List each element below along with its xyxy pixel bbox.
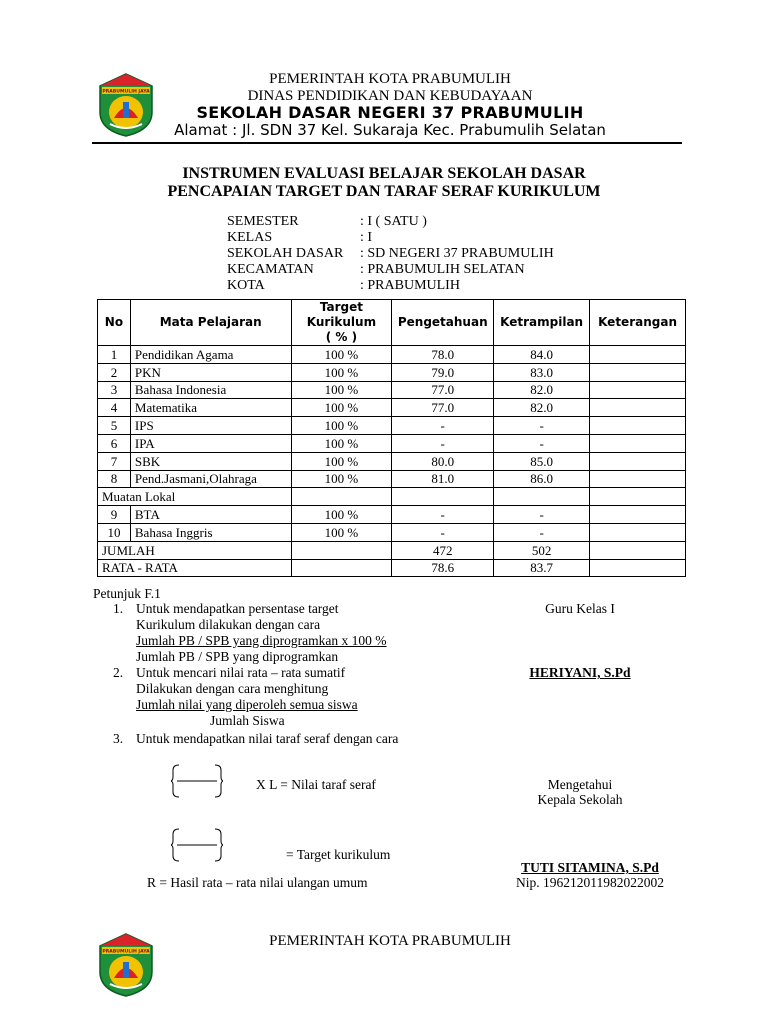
cell-keterangan <box>590 417 686 435</box>
info-row-kota: KOTA : PRABUMULIH <box>227 278 460 293</box>
cell-empty <box>291 541 392 559</box>
cell-no: 4 <box>98 399 131 417</box>
kepala-sekolah-title: Kepala Sekolah <box>537 792 623 807</box>
cell-pengetahuan: - <box>392 506 494 524</box>
table-summary-row-rata <box>98 559 686 577</box>
cell-pengetahuan: 78.0 <box>392 346 494 364</box>
cell-keterangan <box>590 399 686 417</box>
cell-ketrampilan: - <box>494 506 590 524</box>
muatan-lokal-label: Muatan Lokal <box>98 488 292 506</box>
cell-no: 2 <box>98 363 131 381</box>
cell-no: 7 <box>98 452 131 470</box>
cell-target: 100 % <box>291 417 392 435</box>
footer-government: PEMERINTAH KOTA PRABUMULIH <box>269 933 511 949</box>
petunjuk-item2-number: 2. <box>113 665 124 680</box>
cell-mata-pelajaran: IPA <box>130 434 291 452</box>
cell-keterangan <box>590 346 686 364</box>
cell-keterangan <box>590 381 686 399</box>
summary-pengetahuan: 78.6 <box>392 559 494 577</box>
info-row-semester: SEMESTER : I ( SATU ) <box>227 214 427 229</box>
petunjuk-item1-number: 1. <box>113 601 124 616</box>
table-summary-row-jumlah <box>98 541 686 559</box>
cell-mata-pelajaran: BTA <box>130 506 291 524</box>
cell-mata-pelajaran: Matematika <box>130 399 291 417</box>
cell-keterangan <box>590 470 686 488</box>
cell-keterangan <box>590 523 686 541</box>
cell-target: 100 % <box>291 346 392 364</box>
cell-no: 3 <box>98 381 131 399</box>
cell-pengetahuan: 79.0 <box>392 363 494 381</box>
guru-kelas-title: Guru Kelas I <box>545 601 615 616</box>
cell-target: 100 % <box>291 381 392 399</box>
petunjuk-item2: Untuk mencari nilai rata – rata sumatif Dilakukan dengan cara menghitung Jumlah nilai yang diperoleh semua siswa Jumlah Siswa <box>136 665 358 728</box>
info-row-kelas: KELAS : I <box>227 230 373 245</box>
header-pengetahuan: Pengetahuan <box>392 300 494 346</box>
cell-keterangan <box>590 452 686 470</box>
cell-ketrampilan: - <box>494 434 590 452</box>
cell-ketrampilan: 82.0 <box>494 381 590 399</box>
cell-mata-pelajaran: Pend.Jasmani,Olahraga <box>130 470 291 488</box>
cell-pengetahuan: - <box>392 417 494 435</box>
cell-target: 100 % <box>291 452 392 470</box>
cell-pengetahuan: - <box>392 523 494 541</box>
table-row <box>98 346 686 364</box>
cell-no: 1 <box>98 346 131 364</box>
cell-keterangan <box>590 506 686 524</box>
cell-ketrampilan: 83.0 <box>494 363 590 381</box>
cell-mata-pelajaran: Bahasa Indonesia <box>130 381 291 399</box>
petunjuk-item3: Untuk mendapatkan nilai taraf seraf dengan cara <box>136 731 399 746</box>
svg-text:PRABUMULIH JAYA: PRABUMULIH JAYA <box>102 949 150 955</box>
cell-ketrampilan: - <box>494 417 590 435</box>
kepala-sekolah-name: TUTI SITAMINA, S.Pd <box>521 860 659 875</box>
cell-empty <box>590 559 686 577</box>
summary-label: RATA - RATA <box>98 559 292 577</box>
table-header-row <box>98 300 686 346</box>
header-ketrampilan: Ketrampilan <box>494 300 590 346</box>
cell-mata-pelajaran: PKN <box>130 363 291 381</box>
cell-keterangan <box>590 363 686 381</box>
header-department: DINAS PENDIDIKAN DAN KEBUDAYAAN <box>247 88 533 104</box>
cell-empty <box>590 488 686 506</box>
cell-keterangan <box>590 434 686 452</box>
cell-empty <box>590 541 686 559</box>
cell-empty <box>392 488 494 506</box>
cell-ketrampilan: 85.0 <box>494 452 590 470</box>
header-government: PEMERINTAH KOTA PRABUMULIH <box>269 71 511 87</box>
cell-mata-pelajaran: Pendidikan Agama <box>130 346 291 364</box>
table-section-row <box>98 488 686 506</box>
cell-target: 100 % <box>291 506 392 524</box>
cell-mata-pelajaran: Bahasa Inggris <box>130 523 291 541</box>
svg-text:PRABUMULIH JAYA: PRABUMULIH JAYA <box>102 89 150 95</box>
cell-empty <box>494 488 590 506</box>
petunjuk-item1: Untuk mendapatkan persentase target Kurikulum dilakukan dengan cara Jumlah PB / SPB yang diprogramkan x 100 % Jumlah PB / SPB yang diprogramkan <box>136 601 387 664</box>
table-row <box>98 399 686 417</box>
cell-target: 100 % <box>291 363 392 381</box>
header-school-name: SEKOLAH DASAR NEGERI 37 PRABUMULIH <box>196 103 584 122</box>
cell-no: 6 <box>98 434 131 452</box>
table-row <box>98 434 686 452</box>
formula-brace-xl <box>171 764 223 798</box>
cell-target: 100 % <box>291 523 392 541</box>
cell-pengetahuan: 77.0 <box>392 399 494 417</box>
table-row <box>98 363 686 381</box>
formula-r-label: R = Hasil rata – rata nilai ulangan umum <box>147 875 368 890</box>
header-address: Alamat : Jl. SDN 37 Kel. Sukaraja Kec. Prabumulih Selatan <box>174 121 606 139</box>
summary-ketrampilan: 83.7 <box>494 559 590 577</box>
cell-empty <box>291 559 392 577</box>
header-keterangan: Keterangan <box>590 300 686 346</box>
cell-no: 9 <box>98 506 131 524</box>
header-rule <box>92 142 682 144</box>
cell-empty <box>291 488 392 506</box>
document-title-line2: PENCAPAIAN TARGET DAN TARAF SERAF KURIKULUM <box>167 183 601 200</box>
cell-target: 100 % <box>291 470 392 488</box>
guru-kelas-name: HERIYANI, S.Pd <box>529 665 631 680</box>
info-row-kecamatan: KECAMATAN : PRABUMULIH SELATAN <box>227 262 525 277</box>
petunjuk-title: Petunjuk F.1 <box>93 586 161 601</box>
cell-target: 100 % <box>291 399 392 417</box>
summary-pengetahuan: 472 <box>392 541 494 559</box>
cell-target: 100 % <box>291 434 392 452</box>
cell-ketrampilan: 84.0 <box>494 346 590 364</box>
cell-mata-pelajaran: SBK <box>130 452 291 470</box>
summary-label: JUMLAH <box>98 541 292 559</box>
table-row <box>98 470 686 488</box>
grades-table <box>97 299 686 577</box>
header-mata-pelajaran: Mata Pelajaran <box>130 300 291 346</box>
document-title-line1: INSTRUMEN EVALUASI BELAJAR SEKOLAH DASAR <box>182 165 586 182</box>
formula-target-label: = Target kurikulum <box>286 847 391 862</box>
cell-no: 10 <box>98 523 131 541</box>
header-no: No <box>98 300 131 346</box>
cell-pengetahuan: 80.0 <box>392 452 494 470</box>
cell-ketrampilan: 86.0 <box>494 470 590 488</box>
cell-no: 5 <box>98 417 131 435</box>
formula-xl-label: X L = Nilai taraf seraf <box>256 777 376 792</box>
table-row <box>98 452 686 470</box>
cell-mata-pelajaran: IPS <box>130 417 291 435</box>
cell-ketrampilan: 82.0 <box>494 399 590 417</box>
cell-pengetahuan: - <box>392 434 494 452</box>
cell-pengetahuan: 77.0 <box>392 381 494 399</box>
petunjuk-item3-number: 3. <box>113 731 124 746</box>
summary-ketrampilan: 502 <box>494 541 590 559</box>
info-block <box>227 214 554 294</box>
table-row <box>98 417 686 435</box>
kepala-sekolah-nip: Nip. 196212011982022002 <box>516 875 664 890</box>
mengetahui-label: Mengetahui <box>547 777 613 792</box>
formula-brace-target <box>171 828 223 862</box>
header-target: Target Kurikulum ( % ) <box>291 300 392 346</box>
cell-no: 8 <box>98 470 131 488</box>
cell-pengetahuan: 81.0 <box>392 470 494 488</box>
table-row <box>98 381 686 399</box>
info-row-sekolah: SEKOLAH DASAR : SD NEGERI 37 PRABUMULIH <box>227 246 554 261</box>
cell-ketrampilan: - <box>494 523 590 541</box>
table-row <box>98 523 686 541</box>
table-row <box>98 506 686 524</box>
